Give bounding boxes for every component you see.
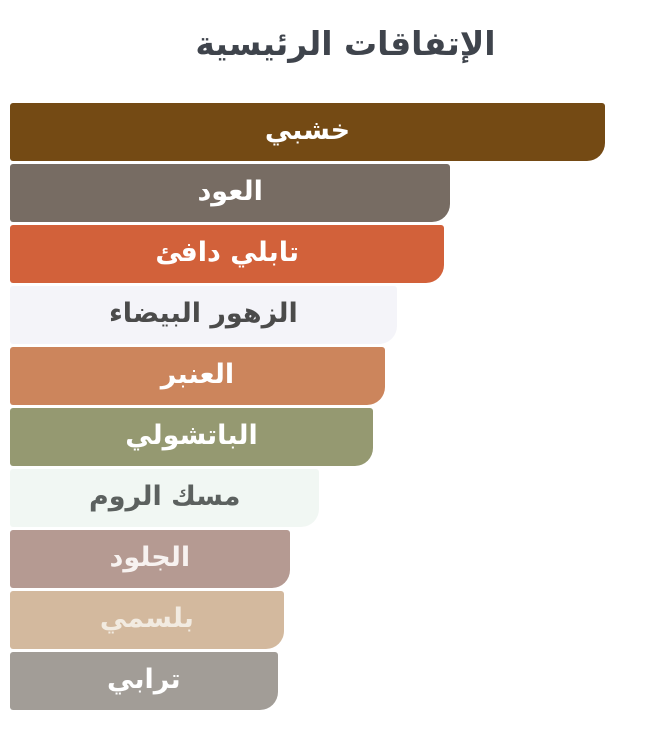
main-accords-title: الإتفاقات الرئيسية (195, 24, 496, 63)
accord-bar (10, 591, 284, 649)
accord-label: الزهور البيضاء (109, 297, 298, 329)
accord-bar (10, 164, 450, 222)
accord-bar (10, 103, 605, 161)
accord-label: مسك الروم (88, 480, 241, 512)
accords-chart (10, 103, 605, 713)
accord-bar (10, 652, 278, 710)
accord-label: العود (197, 175, 263, 207)
accord-label: الباتشولي (125, 419, 258, 451)
accord-label: ترابي (107, 663, 181, 695)
accord-label: العنبر (160, 358, 235, 390)
accord-label: بلسمي (99, 602, 194, 634)
accord-bar (10, 347, 385, 405)
accord-label: تابلي دافئ (155, 236, 300, 268)
accord-bar (10, 469, 319, 527)
accord-bar (10, 286, 397, 344)
accord-label: الجلود (109, 541, 191, 573)
accord-bar (10, 225, 444, 283)
accord-label: خشبي (264, 114, 351, 146)
accord-bar (10, 530, 290, 588)
accord-bar (10, 408, 373, 466)
